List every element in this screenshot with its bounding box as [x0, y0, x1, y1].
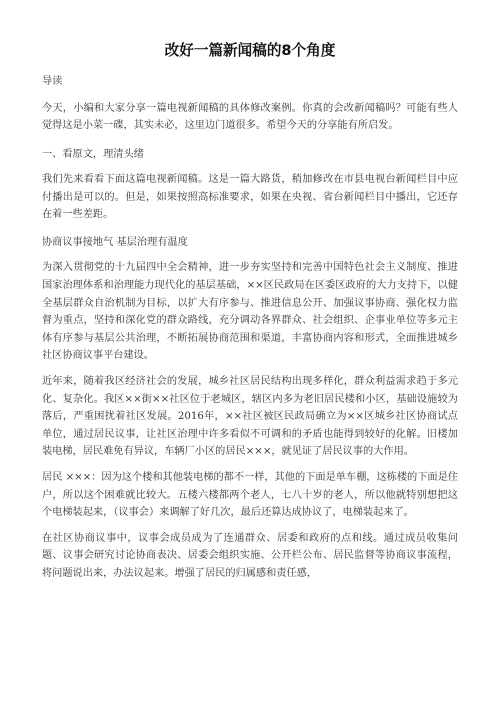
article-title: 协商议事接地气 基层治理有温度	[42, 236, 188, 248]
document-title: 改好一篇新闻稿的8个角度	[164, 42, 336, 59]
section-heading: 一、看原文，理清头绪	[42, 148, 144, 160]
intro-label: 导读	[42, 76, 63, 87]
article-paragraph-2: 近年来，随着我区经济社会的发展，城乡社区居民结构出现多样化，群众利益需求趋于多元化、复杂化。我区××街××社区位于老城区，辖区内多为老旧居民楼和小区，基础设施较为落后，严重困扰着社区发展。2016年，××社区被区民政局确立为××区城乡社区协商试点单位，通过居民议事，让社区治理中许多看似不可调和的矛盾也能得到较好的化解。旧楼加装电梯，居民难免有异议，车辆厂小区的居民×××，就见证了居民议事的大作用。	[42, 376, 458, 458]
section-paragraph: 我们先来看看下面这篇电视新闻稿。这是一篇大路货，稍加修改在市县电视台新闻栏目中应付播出是可以的。但是，如果按照高标准要求，如果在央视、省台新闻栏目中播出，它还存在着一些差距。	[42, 174, 458, 221]
article-paragraph-1: 为深入贯彻党的十九届四中全会精神，进一步夯实坚持和完善中国特色社会主义制度、推进国家治理体系和治理能力现代化的基层基础，××区民政局在区委区政府的大力支持下，以健全基层群众自治机制为目标，以扩大有序参与、推进信息公开、加强议事协商、强化权力监督为重点，坚持和深化党的群众路线，充分调动各界群众、社会组织、企事业单位等多元主体有序参与基层公共治理，不断拓展协商范围和渠道，丰富协商内容和形式，全面推进城乡社区协商议事平台建设。	[42, 262, 458, 362]
article-paragraph-4: 在社区协商议事中，议事会成员成为了连通群众、居委和政府的点和线。通过成员收集问题、议事会研究讨论协商表决、居委会组织实施、公开栏公布、居民监督等协商议事流程，将问题说出来，办法议起来。增强了居民的归属感和责任感，	[42, 532, 458, 579]
article-paragraph-3: 居民 ×××：因为这个楼和其他装电梯的都不一样，其他的下面是单车棚，这栋楼的下面是住户，所以这个困难就比较大。五楼六楼都两个老人，七八十岁的老人，所以他就特别想把这个电梯装起来，（议事会）来调解了好几次，最后还算达成协议了，电梯装起来了。	[42, 472, 458, 519]
intro-paragraph: 今天，小编和大家分享一篇电视新闻稿的具体修改案例。你真的会改新闻稿吗？可能有些人觉得这是小菜一碟，其实未必，这里边门道很多。希望今天的分享能有所启发。	[42, 102, 458, 132]
